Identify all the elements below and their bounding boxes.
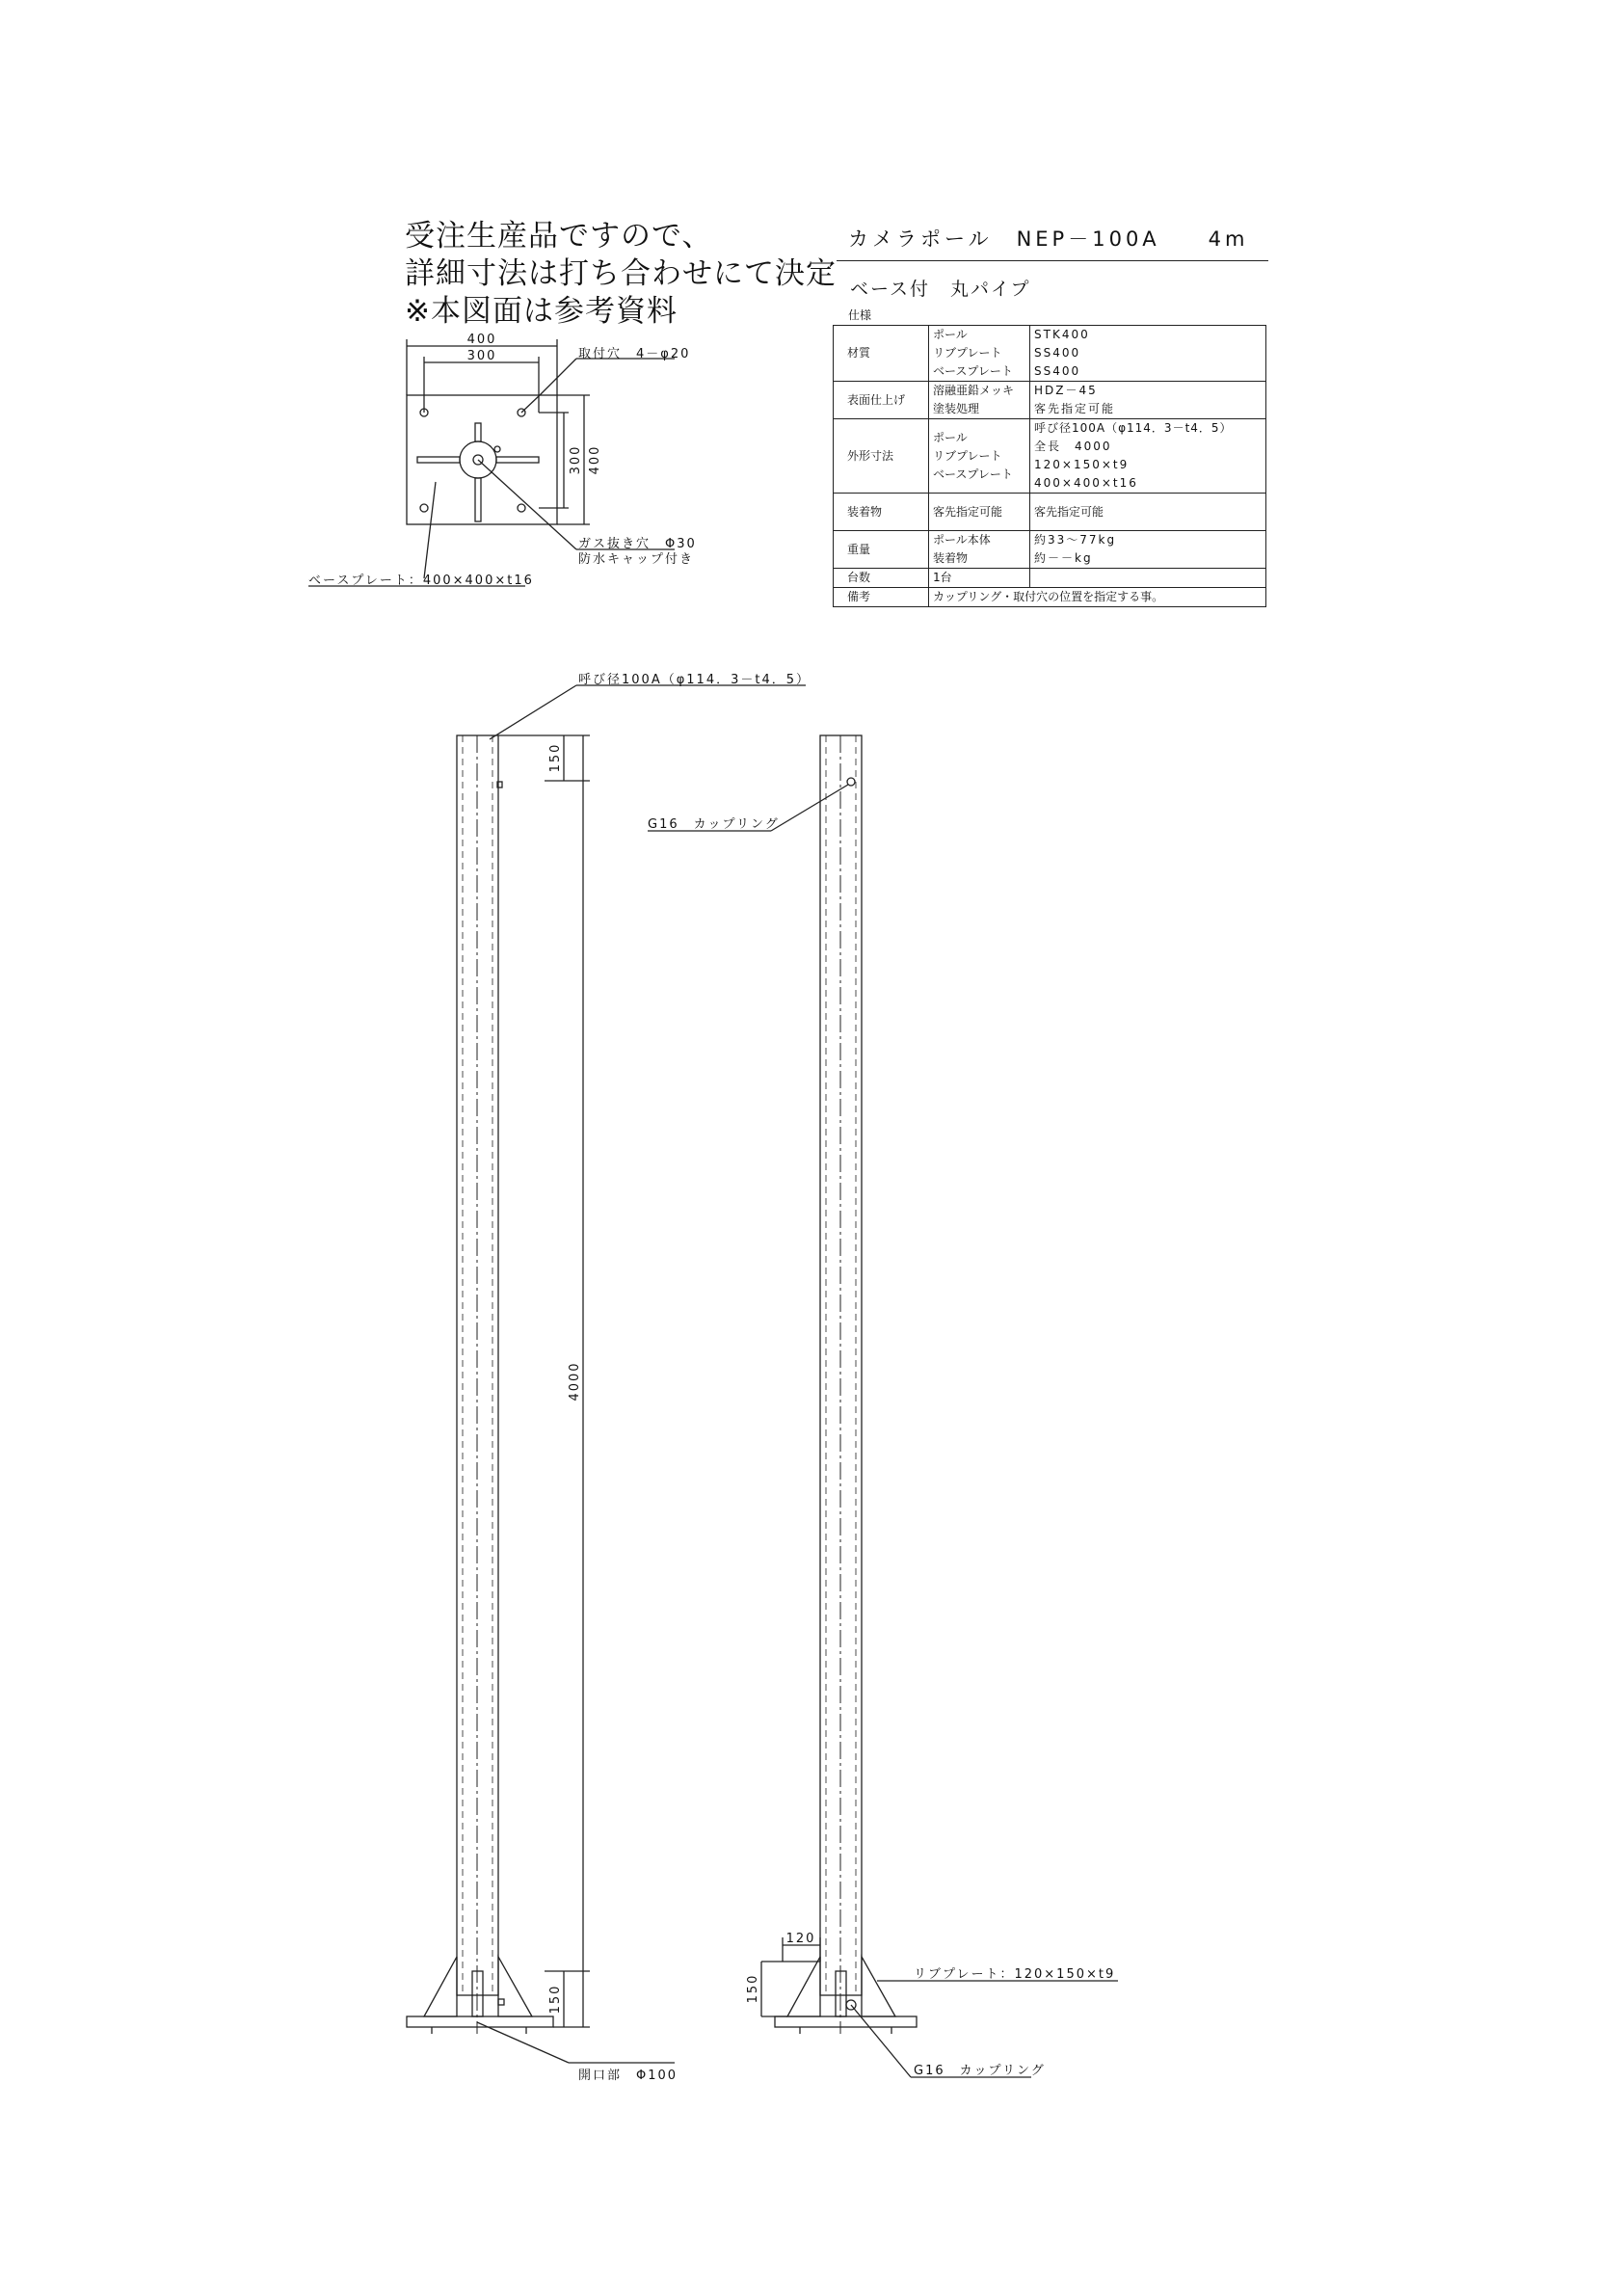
dim-400-side: 400 xyxy=(588,444,602,475)
pipe-size-label: 呼び径100A（φ114．3－t4．5） xyxy=(578,673,812,687)
base-plate-front xyxy=(407,2016,553,2027)
spec-value: 約－－kg xyxy=(1034,551,1093,565)
spec-value: HDZ－45 xyxy=(1034,384,1098,397)
gas-vent-label: ガス抜き穴 Φ30 xyxy=(578,537,697,551)
coupling-bottom-label: G16 カップリング xyxy=(914,2064,1046,2078)
spec-item: ポール xyxy=(933,328,968,341)
notice-line-1: 受注生産品ですので、 xyxy=(405,219,713,254)
dim-120: 120 xyxy=(785,1932,816,1946)
spec-value: 客先指定可能 xyxy=(1034,402,1116,415)
spec-category: 装着物 xyxy=(834,494,929,531)
spec-category: 材質 xyxy=(834,326,929,382)
spec-category: 備考 xyxy=(834,588,929,607)
mount-hole-label: 取付穴 4－φ20 xyxy=(578,347,691,361)
spec-item: 塗装処理 xyxy=(933,402,980,415)
dim-150-side: 150 xyxy=(746,1973,760,2004)
spec-item: リブプレート xyxy=(933,448,1002,463)
spec-value: 全長 4000 xyxy=(1034,440,1112,453)
front-view-pole xyxy=(407,685,806,2063)
spec-value: 約33～77kg xyxy=(1034,533,1117,547)
base-plate-outline xyxy=(407,395,557,524)
spec-remark: カップリング・取付穴の位置を指定する事。 xyxy=(929,588,1266,607)
spec-label: 仕様 xyxy=(848,308,872,322)
drawing-subtitle: ベース付 丸パイプ xyxy=(850,279,1031,300)
spec-value: 120×150×t9 xyxy=(1034,458,1130,471)
spec-category: 表面仕上げ xyxy=(834,382,929,419)
spec-value: STK400 xyxy=(1034,328,1090,341)
coupling-top xyxy=(847,778,855,786)
spec-value: SS400 xyxy=(1034,346,1081,360)
drawing-title: カメラポール NEP－100A 4m xyxy=(837,220,1268,261)
spec-value: SS400 xyxy=(1034,364,1081,378)
spec-category: 重量 xyxy=(834,531,929,569)
spec-item: ベースプレート xyxy=(933,364,1013,378)
spec-value: 呼び径100A（φ114．3－t4．5） xyxy=(1034,421,1233,435)
spec-item: 溶融亜鉛メッキ xyxy=(933,384,1015,397)
spec-value: 400×400×t16 xyxy=(1034,476,1138,490)
base-plate-label: ベースプレート：400×400×t16 xyxy=(308,574,534,588)
base-plate-side xyxy=(775,2016,917,2027)
spec-item: ベースプレート xyxy=(933,467,1013,481)
spec-category: 外形寸法 xyxy=(834,419,929,494)
spec-value: 客先指定可能 xyxy=(1030,494,1266,531)
spec-category: 台数 xyxy=(834,569,929,588)
dim-bottom-150: 150 xyxy=(548,1984,563,2015)
opening-label: 開口部 Φ100 xyxy=(578,2069,678,2083)
coupling-top-label: G16 カップリング xyxy=(648,817,780,832)
rib-plate-label: リブプレート：120×150×t9 xyxy=(914,1967,1116,1982)
notice-line-2: 詳細寸法は打ち合わせにて決定 xyxy=(405,256,837,291)
dim-top-150: 150 xyxy=(548,742,563,773)
spec-item: ポール本体 xyxy=(933,533,991,547)
notice-line-3: ※本図面は参考資料 xyxy=(405,294,678,329)
side-view-pole xyxy=(648,735,1118,2077)
spec-item: リブプレート xyxy=(933,346,1002,360)
dim-300-side: 300 xyxy=(569,444,583,475)
spec-item: 1台 xyxy=(929,569,1030,588)
spec-item: 客先指定可能 xyxy=(929,494,1030,531)
spec-item: 装着物 xyxy=(933,551,969,565)
dim-400-top: 400 xyxy=(466,333,497,347)
dim-300-top: 300 xyxy=(466,349,497,363)
dim-total-4000: 4000 xyxy=(568,1361,582,1402)
spec-item: ポール xyxy=(933,430,968,444)
cap-label: 防水キャップ付き xyxy=(578,552,695,567)
